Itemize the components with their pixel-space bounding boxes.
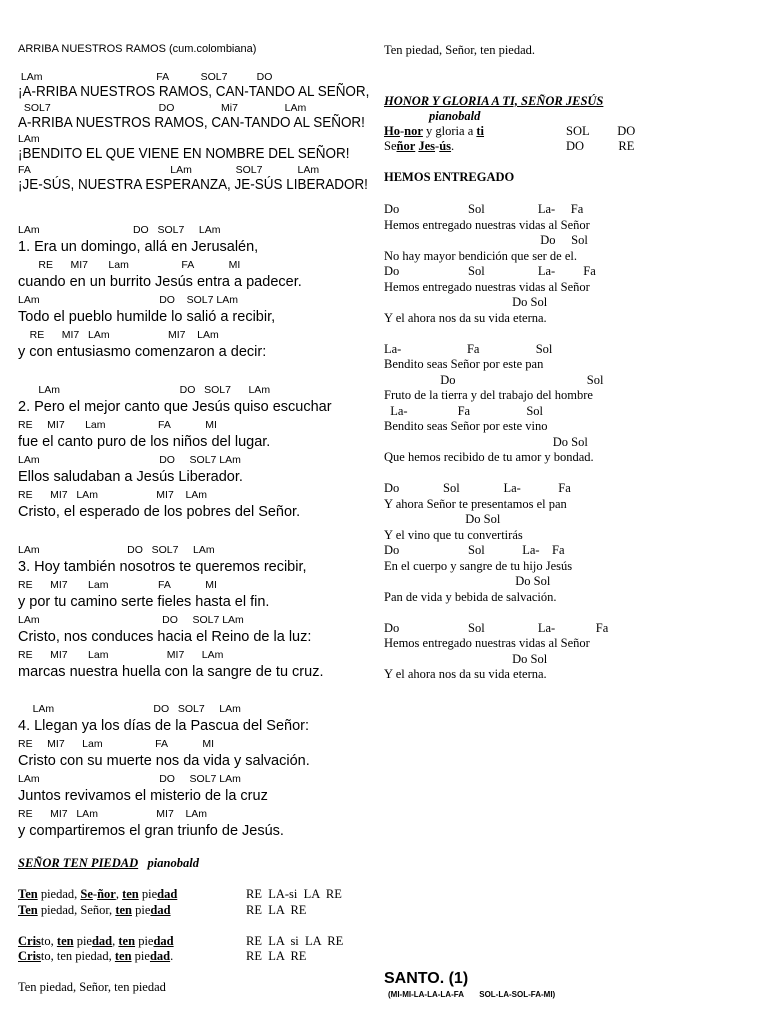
lyric-line: Cristo con su muerte nos da vida y salvación. <box>18 753 310 769</box>
chord-line: LAm DO SOL7 LAm <box>18 294 238 306</box>
lyric-fragment: ñor <box>396 139 416 153</box>
hemos-line: Do Sol <box>384 233 588 247</box>
hemos-line: Y el ahora nos da su vida eterna. <box>384 667 547 681</box>
hemos-title: HEMOS ENTREGADO <box>384 170 515 184</box>
lyric-fragment: pie <box>135 934 154 948</box>
piedad-chords: RE LA RE <box>246 949 307 963</box>
lyric-fragment: ñor <box>97 887 116 901</box>
piedad-row <box>18 950 173 963</box>
song-title: ARRIBA NUESTROS RAMOS (cum.colombiana) <box>18 43 257 55</box>
piedad-title: SEÑOR TEN PIEDAD <box>18 856 139 870</box>
lyric-fragment: ten <box>115 903 132 917</box>
lyric-line: Juntos revivamos el misterio de la cruz <box>18 788 268 804</box>
chord-line: RE MI7 LAm MI7 LAm <box>18 808 208 820</box>
lyric-line: ¡A-RRIBA NUESTROS RAMOS, CAN-TANDO AL SEÑOR, <box>18 84 370 100</box>
hemos-line: Y ahora Señor te presentamos el pan <box>384 496 567 511</box>
lyric-line: Todo el pueblo humilde lo salió a recibir, <box>18 309 276 325</box>
lyric-fragment: piedad, Señor, <box>37 903 116 917</box>
piedad-chords: RE LA RE <box>246 903 307 917</box>
hemos-line: Do Sol La- Fa <box>384 481 571 495</box>
chord-line: RE MI7 Lam FA MI <box>18 579 217 591</box>
piedad-row <box>18 904 171 917</box>
hemos-line: Do Sol La- Fa <box>384 620 609 635</box>
hemos-line: No hay mayor bendición que ser de el. <box>384 248 577 263</box>
chord-line: LAm <box>18 133 40 145</box>
lyric-fragment: ten <box>114 949 132 963</box>
hemos-line: Do Sol <box>384 512 501 526</box>
lyric-fragment: - <box>92 887 98 901</box>
chord-line: LAm FA SOL7 DO <box>18 71 273 83</box>
lyric-line: y compartiremos el gran triunfo de Jesús. <box>18 823 284 839</box>
lyric-fragment: to, <box>40 934 57 948</box>
lyric-fragment: dad <box>149 949 171 963</box>
chord-line: LAm DO SOL7 LAm <box>18 703 241 715</box>
lyric-fragment: . <box>451 139 455 153</box>
lyric-line: 3. Hoy también nosotros te queremos recibir, <box>18 559 307 575</box>
chord-line: SOL7 DO Mi7 LAm <box>18 102 307 114</box>
piedad-row <box>18 888 177 901</box>
lyric-fragment: Se <box>80 887 93 901</box>
lyric-line: fue el canto puro de los niños del lugar. <box>18 434 271 450</box>
lyric-line: ¡BENDITO EL QUE VIENE EN NOMBRE DEL SEÑOR! <box>18 146 350 162</box>
hemos-line: La- Fa Sol <box>384 403 544 418</box>
lyric-fragment: ten <box>118 934 136 948</box>
lyric-fragment: pie <box>131 903 151 917</box>
lyric-fragment: ti <box>476 124 485 138</box>
lyric-fragment: Ho <box>384 124 400 138</box>
lyric-fragment: Cris <box>18 934 41 948</box>
lyric-fragment: Ten <box>18 903 38 917</box>
santo-notes: (MI-MI-LA-LA-LA-FA SOL-LA-SOL-FA-MI) <box>388 990 556 999</box>
hemos-line: Pan de vida y bebida de salvación. <box>384 589 557 604</box>
chord-line: LAm DO SOL7 LAm <box>18 614 244 626</box>
piedad-chords: RE LA si LA RE <box>246 934 344 948</box>
lyric-line: ¡JE-SÚS, NUESTRA ESPERANZA, JE-SÚS LIBERADOR! <box>18 177 368 193</box>
honor-chords: DO RE <box>566 139 635 153</box>
lyric-fragment: ús <box>439 139 452 153</box>
hemos-line: Do Sol <box>384 372 604 387</box>
lyric-line: Ellos saludaban a Jesús Liberador. <box>18 469 243 485</box>
chord-line: LAm DO SOL7 LAm <box>18 224 221 236</box>
piedad-author: pianobald <box>147 856 199 870</box>
lyric-line: A-RRIBA NUESTROS RAMOS, CAN-TANDO AL SEÑOR! <box>18 115 365 131</box>
lyric-fragment: dad <box>157 887 178 901</box>
chord-line: RE MI7 Lam MI7 LAm <box>18 649 224 661</box>
hemos-line: Hemos entregado nuestras vidas al Señor <box>384 636 590 650</box>
hemos-line: Hemos entregado nuestras vidas al Señor <box>384 217 590 232</box>
lyric-fragment: dad <box>91 934 113 948</box>
chord-line: RE MI7 LAm MI7 LAm <box>18 489 208 501</box>
honor-row <box>384 125 484 138</box>
lyric-fragment: y gloria a <box>422 124 477 138</box>
santo-title: SANTO. (1) <box>384 970 469 987</box>
chord-line: RE MI7 LAm MI7 LAm <box>18 329 219 341</box>
lyric-line: cuando en un burrito Jesús entra a padecer. <box>18 274 302 290</box>
lyric-fragment: pie <box>73 934 92 948</box>
lyric-fragment: , <box>112 934 119 948</box>
lyric-fragment: Ten <box>18 887 38 901</box>
hemos-line: Hemos entregado nuestras vidas al Señor <box>384 279 590 294</box>
lyric-line: 4. Llegan ya los días de la Pascua del Señor: <box>18 718 309 734</box>
piedad-heading <box>18 857 199 870</box>
hemos-line: En el cuerpo y sangre de tu hijo Jesús <box>384 558 573 573</box>
lyric-fragment: to, ten piedad, <box>40 949 115 963</box>
piedad-row <box>18 935 174 948</box>
chord-line: LAm DO SOL7 LAm <box>18 384 271 396</box>
lyric-line: Cristo, nos conduces hacia el Reino de la luz: <box>18 629 312 645</box>
lyric-fragment: dad <box>153 934 174 948</box>
lyric-fragment: Jes <box>418 139 436 153</box>
honor-chords: SOL DO <box>566 124 636 138</box>
hemos-line: Y el ahora nos da su vida eterna. <box>384 310 547 325</box>
hemos-line: Fruto de la tierra y del trabajo del hombre <box>384 388 593 402</box>
chord-line: RE MI7 Lam FA MI <box>18 419 217 431</box>
hemos-line: Do Sol <box>384 651 548 666</box>
piedad-closing: Ten piedad, Señor, ten piedad <box>18 980 166 994</box>
hemos-line: Y el vino que tu convertirás <box>384 527 523 542</box>
chord-line: RE MI7 Lam FA MI <box>18 738 215 750</box>
chord-line: LAm DO SOL7 LAm <box>18 454 241 466</box>
lyric-line: Cristo, el esperado de los pobres del Señor. <box>18 504 301 520</box>
chord-line: LAm DO SOL7 LAm <box>18 773 241 785</box>
hemos-line: Bendito seas Señor por este pan <box>384 357 544 371</box>
chord-line: LAm DO SOL7 LAm <box>18 544 215 556</box>
lyric-fragment: pie <box>131 949 150 963</box>
lyric-fragment: , <box>115 887 123 901</box>
lyric-line: y por tu camino serte fieles hasta el fin. <box>18 594 270 610</box>
honor-title: HONOR Y GLORIA A TI, SEÑOR JESÚS <box>384 94 604 108</box>
chord-line: FA LAm SOL7 LAm <box>18 164 320 176</box>
chord-line: RE MI7 Lam FA MI <box>18 259 241 271</box>
hemos-line: Do Sol <box>384 295 548 309</box>
honor-author: pianobald <box>429 109 481 123</box>
hemos-line: Do Sol <box>384 434 588 449</box>
hemos-line: Do Sol La- Fa <box>384 202 584 216</box>
lyric-fragment: ten <box>56 934 74 948</box>
hemos-line: La- Fa Sol <box>384 341 553 356</box>
hemos-line: Do Sol La- Fa <box>384 264 596 278</box>
lyric-line: 2. Pero el mejor canto que Jesús quiso escuchar <box>18 399 332 415</box>
hemos-line: Bendito seas Señor por este vino <box>384 419 548 433</box>
piedad-chords: RE LA-si LA RE <box>246 887 342 901</box>
lyric-fragment: dad <box>150 903 171 917</box>
lyric-fragment: piedad, <box>37 887 81 901</box>
lyric-fragment: pie <box>138 887 158 901</box>
hemos-line: Do Sol <box>384 574 551 588</box>
lyric-fragment: - <box>399 124 405 138</box>
hemos-line: Que hemos recibido de tu amor y bondad. <box>384 450 594 464</box>
lyric-fragment: . <box>170 949 174 963</box>
lyric-fragment: nor <box>404 124 423 138</box>
lyric-fragment: Se <box>384 139 397 153</box>
lyric-line: 1. Era un domingo, allá en Jerusalén, <box>18 239 259 255</box>
lyric-fragment: - <box>435 139 440 153</box>
lyric-line: y con entusiasmo comenzaron a decir: <box>18 344 267 360</box>
hemos-line: Do Sol La- Fa <box>384 543 565 557</box>
lyric-fragment: Cris <box>18 949 41 963</box>
honor-row <box>384 140 454 153</box>
lyric-line: marcas nuestra huella con la sangre de tu cruz. <box>18 664 324 680</box>
lyric-fragment: ten <box>122 887 139 901</box>
piedad-continuation: Ten piedad, Señor, ten piedad. <box>384 43 536 57</box>
